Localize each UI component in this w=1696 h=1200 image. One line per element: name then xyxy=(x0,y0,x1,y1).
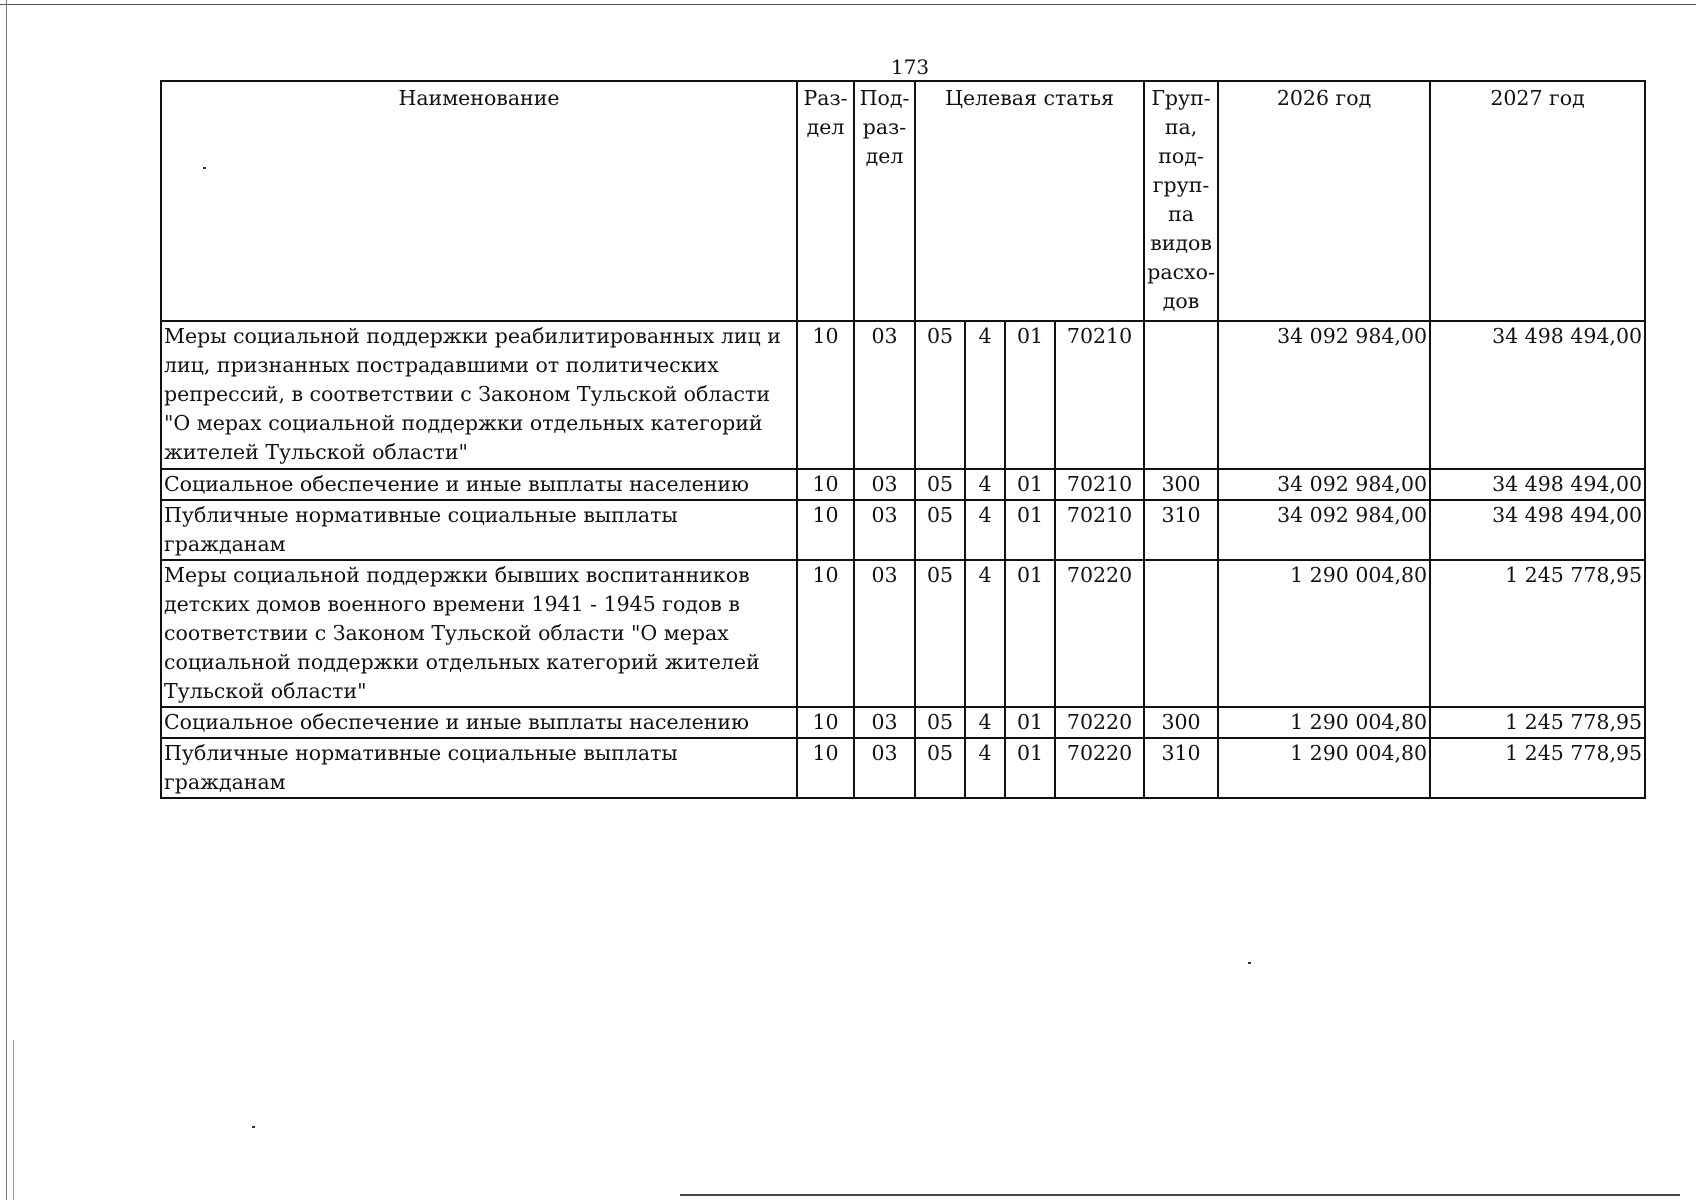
table-row xyxy=(161,321,1645,469)
cell-expense-group: 310 xyxy=(1144,738,1218,798)
cell-expense-group: 300 xyxy=(1144,469,1218,500)
cell-target-type: 4 xyxy=(965,500,1005,560)
cell-target-subprogram: 01 xyxy=(1005,560,1055,707)
table-row xyxy=(161,469,1645,500)
scan-speck xyxy=(252,1126,255,1128)
cell-target-subprogram: 01 xyxy=(1005,707,1055,738)
cell-razdel: 10 xyxy=(797,469,854,500)
cell-amount-2026: 34 092 984,00 xyxy=(1218,500,1430,560)
header-target-article: Целевая статья xyxy=(915,81,1144,321)
cell-amount-2026: 1 290 004,80 xyxy=(1218,560,1430,707)
cell-amount-2026: 34 092 984,00 xyxy=(1218,321,1430,469)
scan-speck xyxy=(1248,962,1251,964)
cell-name: Публичные нормативные социальные выплаты гражданам xyxy=(161,738,797,798)
cell-target-type: 4 xyxy=(965,469,1005,500)
cell-amount-2027: 1 245 778,95 xyxy=(1430,560,1645,707)
cell-target-direction: 70210 xyxy=(1055,321,1144,469)
cell-razdel: 10 xyxy=(797,321,854,469)
header-year-2026: 2026 год xyxy=(1218,81,1430,321)
cell-razdel: 10 xyxy=(797,738,854,798)
cell-target-subprogram: 01 xyxy=(1005,321,1055,469)
header-podrazdel: Под- раз- дел xyxy=(854,81,915,321)
cell-podrazdel: 03 xyxy=(854,707,915,738)
cell-name: Меры социальной поддержки бывших воспитанников детских домов военного времени 1941 - 1945 годов в соответствии с Законом Тульской области "О мерах социальной поддержки отдельных категорий жителей Тульской области" xyxy=(161,560,797,707)
cell-name: Социальное обеспечение и иные выплаты населению xyxy=(161,707,797,738)
table-row xyxy=(161,560,1645,707)
table-row xyxy=(161,738,1645,798)
scan-edge-left xyxy=(6,0,7,1200)
cell-podrazdel: 03 xyxy=(854,469,915,500)
cell-name: Меры социальной поддержки реабилитированных лиц и лиц, признанных пострадавшими от политических репрессий, в соответствии с Законом Тульской области "О мерах социальной поддержки отдельных категорий жителей Тульской области" xyxy=(161,321,797,469)
cell-target-type: 4 xyxy=(965,738,1005,798)
cell-target-subprogram: 01 xyxy=(1005,738,1055,798)
cell-razdel: 10 xyxy=(797,500,854,560)
cell-target-direction: 70220 xyxy=(1055,707,1144,738)
cell-name: Публичные нормативные социальные выплаты гражданам xyxy=(161,500,797,560)
cell-podrazdel: 03 xyxy=(854,500,915,560)
cell-target-type: 4 xyxy=(965,707,1005,738)
header-razdel: Раз- дел xyxy=(797,81,854,321)
cell-target-type: 4 xyxy=(965,560,1005,707)
cell-target-program: 05 xyxy=(915,707,965,738)
scan-edge-top xyxy=(0,4,1696,5)
cell-amount-2027: 34 498 494,00 xyxy=(1430,500,1645,560)
cell-target-direction: 70220 xyxy=(1055,738,1144,798)
scan-edge-bottom xyxy=(680,1194,1680,1196)
table-row xyxy=(161,707,1645,738)
table-header-row xyxy=(161,81,1645,321)
cell-podrazdel: 03 xyxy=(854,738,915,798)
cell-target-direction: 70210 xyxy=(1055,469,1144,500)
cell-target-subprogram: 01 xyxy=(1005,469,1055,500)
cell-amount-2027: 34 498 494,00 xyxy=(1430,321,1645,469)
cell-expense-group xyxy=(1144,321,1218,469)
cell-name: Социальное обеспечение и иные выплаты населению xyxy=(161,469,797,500)
cell-amount-2027: 34 498 494,00 xyxy=(1430,469,1645,500)
cell-expense-group: 300 xyxy=(1144,707,1218,738)
scan-edge-left-inner xyxy=(13,1040,14,1200)
cell-expense-group: 310 xyxy=(1144,500,1218,560)
cell-razdel: 10 xyxy=(797,560,854,707)
cell-target-program: 05 xyxy=(915,321,965,469)
cell-amount-2027: 1 245 778,95 xyxy=(1430,738,1645,798)
cell-target-program: 05 xyxy=(915,469,965,500)
cell-amount-2027: 1 245 778,95 xyxy=(1430,707,1645,738)
cell-target-program: 05 xyxy=(915,560,965,707)
cell-amount-2026: 34 092 984,00 xyxy=(1218,469,1430,500)
header-expense-group: Груп- па, под- груп- па видов расхо- дов xyxy=(1144,81,1218,321)
cell-podrazdel: 03 xyxy=(854,560,915,707)
cell-expense-group xyxy=(1144,560,1218,707)
cell-target-program: 05 xyxy=(915,500,965,560)
cell-razdel: 10 xyxy=(797,707,854,738)
page-number: 173 xyxy=(890,55,930,79)
cell-target-type: 4 xyxy=(965,321,1005,469)
cell-target-direction: 70210 xyxy=(1055,500,1144,560)
cell-amount-2026: 1 290 004,80 xyxy=(1218,738,1430,798)
cell-target-subprogram: 01 xyxy=(1005,500,1055,560)
cell-podrazdel: 03 xyxy=(854,321,915,469)
header-year-2027: 2027 год xyxy=(1430,81,1645,321)
budget-table xyxy=(160,80,1646,799)
header-name: Наименование xyxy=(161,81,797,321)
cell-amount-2026: 1 290 004,80 xyxy=(1218,707,1430,738)
cell-target-direction: 70220 xyxy=(1055,560,1144,707)
table-row xyxy=(161,500,1645,560)
cell-target-program: 05 xyxy=(915,738,965,798)
